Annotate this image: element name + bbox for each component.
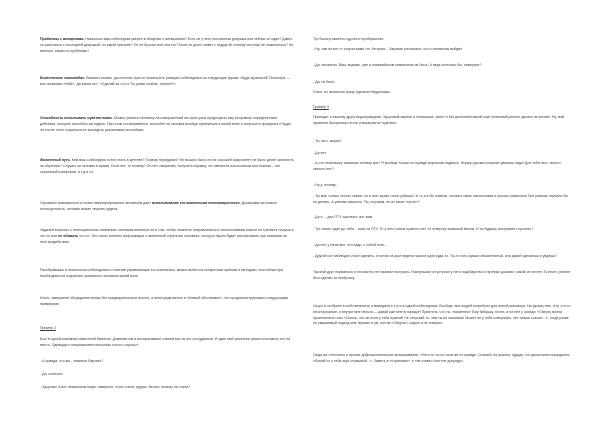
dialogue-line: - Ну, там на вот от спорта вами тот. Интриги... Зарание расписано, кто и чемпионы выйдет. (313, 47, 463, 51)
paragraph-conclusion: И все, из чемпиона сразу сделали неудачника... (313, 90, 393, 94)
paragraph-boxer-reaction: Тут боксер заметно сдулся и пробормотал: (313, 37, 385, 41)
paragraph-psychology: Разобравшись в психологии собеседника и отметив управляющие его комплексы, можно выйти на конкретные приемы и методики, способные при необходимости подчинить указанного человека своей воле. (40, 268, 284, 278)
paragraph-painful-pride: Болезненное самолюбие. Выявить можно, достаточно просто посмотреть реакцию собеседника на следующие фразы «Будь мужчиной! Посмотри — все понимают тебя!». Да какая ты», «Сделай-ка то-то! Ты разве слабак, тряпка?!» (40, 76, 290, 86)
dialogue-line: - Здорово! А вот чемпионом мира, наверное, стать очень трудно. Вы вот почему не стали? (40, 385, 191, 389)
dialogue-line: - Да нет. (313, 151, 327, 155)
dialogue-line: - Да нет, у меня все, что надо, с собой есть... (313, 243, 388, 247)
dialogue-line: - Другой кот наблюдал и все сделать, а потом на дом недели просил идти куда-то. Ты-то хоть мужик обязательный, или дикие сделаешь и уйдешь? (313, 254, 558, 258)
dialogue-line: - А что тельняшку таскаешь почему зря? Я вообще только по правде морячков надеюсь. Форму русских морских уважать надо! Для тебя чего, ничего святого нет? (313, 161, 561, 171)
example-3-heading: Пример 3 (313, 105, 329, 109)
paragraph-plumber-intro: Приходит к нашему другу водопроводчик. Здоровый парень в тельняшке, занят и без дополнительной ещё плановый ремонт делать не желает. Ну, мой приятель быстренько этого специалиста «сделал». (313, 115, 565, 125)
dialogue-line: - Да, печально. Вам, видимо, уже и олимпийском чемпионом не быть. А ведь хотелось бы, наверное? (313, 63, 482, 67)
paragraph-life-path: Жизненный путь. Кем ваш собеседник хотел стать в детстве? Почему передумал? Не вышло было ли на хорошей факультете не было денег заплатить за обучение? Служил ли человек в армии. Если нет, то почему? Он нет, например, получить справку, что является алкоголиком или психом – это серьезный компромат, и т.д и т.п. (40, 158, 294, 174)
dialogue-line: - Ну-у, почему... (313, 183, 339, 187)
dialogue-line: - Да, конечно! (40, 372, 63, 376)
dialogue-line: - А правда, что вы - чемпион Европы? (40, 359, 103, 363)
dialogue-line: - Ты чего, моряк? (313, 139, 342, 143)
paragraph-guilt: Способность испытывать чувство вины. Можно указать человеку на совершенный им проступок предложить ему исправить определенные действия, которые способны загладить. При этом отслеживается, способен ли человек вообще признаться в своей вине и попросить прощения и будет ли после этого стараться ее загладить указанными способами. (40, 116, 292, 132)
paragraph-women-problems: Проблемы с женщинами. Насколько ваш собеседник уверен в общении с женщинами? Есть ли у него постоянная девушка или сейчас он один? Давно он расстался с последней девушкой, по какой причине? Он ее бросил или она его? Если он долго живет с подругой, почему они еще не поженились? Ни меньше, каким-то проблемы? (40, 37, 294, 53)
paragraph-plumber-result: Так мой друг нормально и несчастно не начинал получать. Наилучшим он устроил у него подобарство и путевых доказал, какой он честен. В итоге, ремонт был сделан за пятёрочку. (313, 270, 571, 280)
paragraph-complexes: Огромные возможности в плане манипулирования человеком дает использование его комплексов неполноценности. Доказывая им всякое полноценность, человек может творить чудеса. (40, 201, 277, 211)
example-2-heading: Пример 2 (40, 326, 56, 330)
dialogue-line: - Ты мне только честно скажи: ты в этих краях точно рубишь? А то я в бы знаешь, сколько таких сантехников и прочих развелось! Вот раньше научили бы не делать. А умения никакого. Ты, случаем, не из таких «сутяг»? (313, 194, 568, 204)
paragraph-boxer-intro: Был в одной компании известный бизнесм. Доминантом и воспринимают совсем все из его сотрудников. И один мой приятель решил поставить его на место. Однажды с напряжением несколько голосо спросил: (40, 337, 291, 347)
paragraph-remarks: Сюда же относятся и прочие доброжелательные высказывания: «Чего-то ты не слов же по правде, Спасибо на крылья, кудадо, на одном всем пораздоить, «Ломай то у тебя ещё страшный...», Заметь в «странным», а «не ставь» или «не досредь». (313, 353, 571, 363)
paragraph-fear: Задачей вопросы о потенциальных сомнениях человека является ли в том, чтобы отметить направленность использования мысли на тренинге получить что-то или не обижать что-то. Это очень конечно информация о жизненной стратегии человека, которую нужно будет использовать при оказании на него воздействия. (40, 228, 294, 244)
dialogue-line: - Тут чинил один до тебя... тоже из ПТУ. То у него ключа нужного нет, то отвертку знакомой вином. И ты будешь инструмент просить? (313, 227, 534, 231)
paragraph-phrases: Скоро и отобрать в собственность и выведали с с кто в одной собеседника. Вообще, вся людей потребуют для некой разговора. На фразы тем: «Ну, что-то неосторожные, и внутри мне нельзя — давай уже мне в порядке! Приятель, что ты, «моменты» Ему бабушку, почти, и на нее у соседа: «Сверху волна прокатилась» или «Спешь, что-ли если у тебя нужной! Не отпускай то, чем ты не сможешь! Может ли у тебя совершить, это «ваши соком»...», тогда разве не уважаемый подход мне пришел в ум, потом «Обручи», рядом и не поверил. (313, 304, 571, 326)
dialogue-line: - Да я ... дал ПТУ закончил, вот вам. (313, 215, 374, 219)
paragraph-examples-intro: Итоги, завершите обсуждение вновь без предварительных встреч, а непосредственно в «боевой обстановке», что продемонстрировано следующими примерами: (40, 296, 289, 306)
dialogue-line: - Да, не быть (313, 80, 335, 84)
